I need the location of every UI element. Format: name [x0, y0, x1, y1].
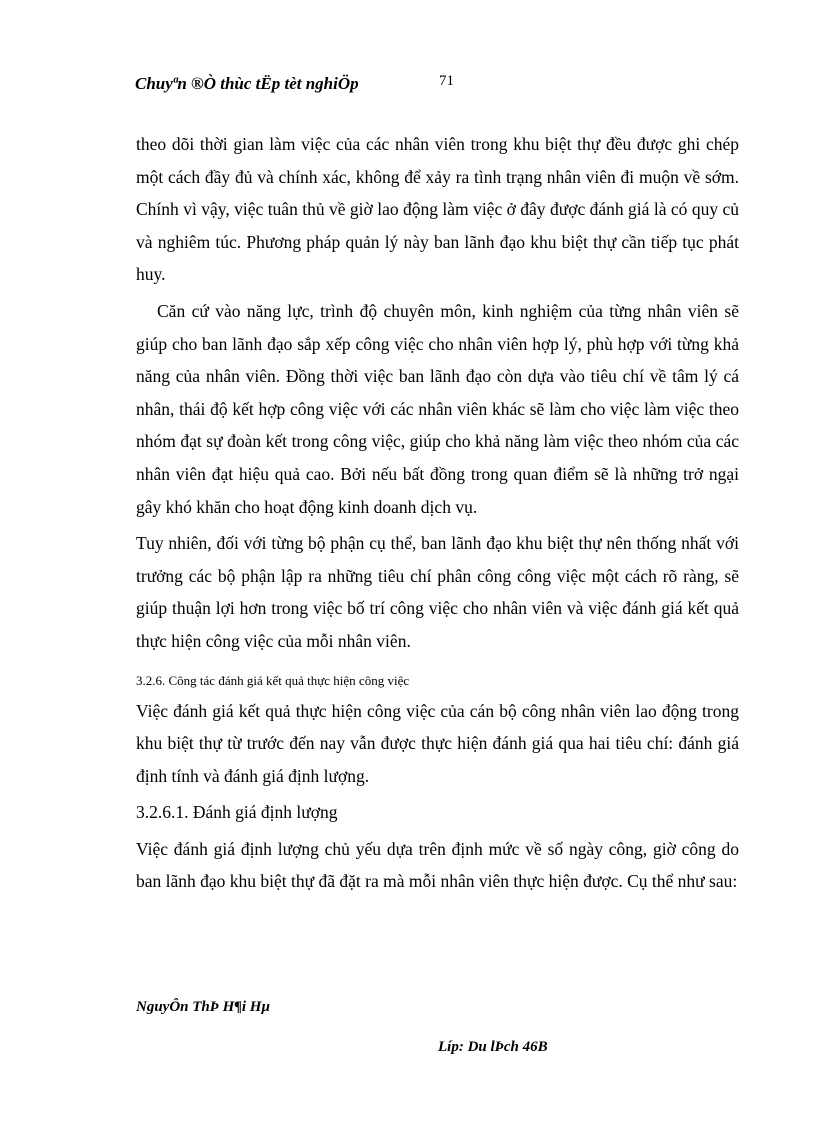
header-title: Chuyªn ®Ò thùc tËp tèt nghiÖp: [135, 74, 359, 93]
paragraph-2: Căn cứ vào năng lực, trình độ chuyên môn, kinh nghiệm của từng nhân viên sẽ giúp cho ban lãnh đạo sắp xếp công việc cho nhân viên hợp lý, phù hợp với từng khả năng của nhân viên. Đồng thời việc ban lãnh đạo còn dựa vào tiêu chí về tâm lý cá nhân, thái độ kết hợp công việc với các nhân viên khác sẽ làm cho việc làm việc theo nhóm đạt sự đoàn kết trong công việc, giúp cho khả năng làm việc theo nhóm của các nhân viên đạt hiệu quả cao. Bởi nếu bất đồng trong quan điểm sẽ là những trở ngại gây khó khăn cho hoạt động kinh doanh dịch vụ.: [136, 300, 739, 517]
paragraph-5: Việc đánh giá định lượng chủ yếu dựa trên định mức về số ngày công, giờ công do ban lãnh đạo khu biệt thự đã đặt ra mà mỗi nhân viên thực hiện được. Cụ thể như sau:: [136, 838, 739, 892]
paragraph-1: theo dõi thời gian làm việc của các nhân viên trong khu biệt thự đều được ghi chép một cách đầy đủ và chính xác, không để xảy ra tình trạng nhân viên đi muộn về sớm. Chính vì vậy, việc tuân thủ về giờ lao động làm việc ở đây được đánh giá là có quy củ và nghiêm túc. Phương pháp quản lý này ban lãnh đạo khu biệt thự cần tiếp tục phát huy.: [136, 134, 739, 285]
footer-author: NguyÔn ThÞ H¶i Hµ: [136, 999, 271, 1015]
subsection-heading: 3.2.6.1. Đánh giá định lượng: [136, 802, 338, 823]
footer-class: Líp: Du lÞch 46B: [438, 1039, 548, 1055]
page-number: 71: [439, 73, 454, 89]
paragraph-4: Việc đánh giá kết quả thực hiện công việc của cán bộ công nhân viên lao động trong khu biệt thự từ trước đến nay vẫn được thực hiện đánh giá qua hai tiêu chí: đánh giá định tính và đánh giá định lượng.: [136, 700, 739, 786]
paragraph-3: Tuy nhiên, đối với từng bộ phận cụ thể, ban lãnh đạo khu biệt thự nên thống nhất với trưởng các bộ phận lập ra những tiêu chí phân công công việc một cách rõ ràng, sẽ giúp thuận lợi hơn trong việc bố trí công việc cho nhân viên và việc đánh giá kết quả thực hiện công việc của mỗi nhân viên.: [136, 533, 739, 651]
page-header: [135, 74, 755, 98]
document-body: [136, 128, 739, 898]
section-heading: 3.2.6. Công tác đánh giá kết quả thực hiện công việc: [136, 672, 410, 688]
